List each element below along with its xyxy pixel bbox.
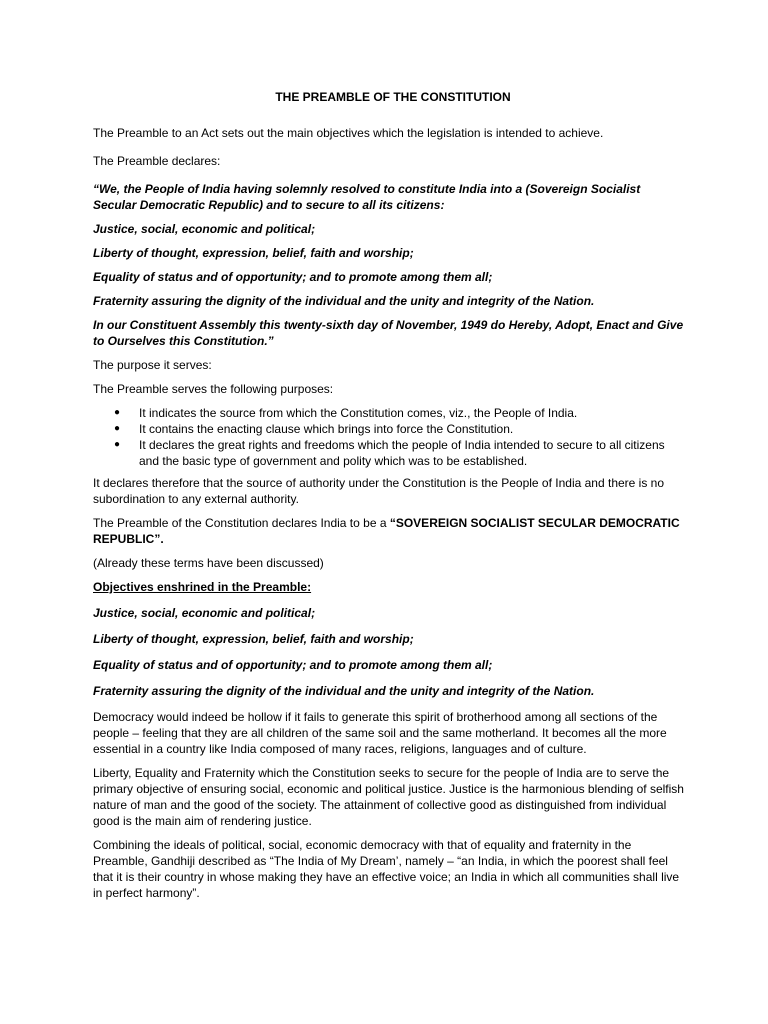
- purposes-list: [93, 405, 685, 469]
- quote-opening: “We, the People of India having solemnly resolved to constitute India into a (Sovereign Socialist Secular Democratic Republic) and to secure to all its citizens:: [93, 182, 641, 212]
- list-item: ● It declares the great rights and freedoms which the people of India intended to secure to all citizens and the basic type of government and polity which was to be established.: [139, 437, 685, 469]
- quote-justice: Justice, social, economic and political;: [93, 222, 316, 236]
- already-discussed-note: (Already these terms have been discussed): [93, 556, 324, 570]
- quote-closing: In our Constituent Assembly this twenty-sixth day of November, 1949 do Hereby, Adopt, Enact and Give to Ourselves this Constitution.”: [93, 318, 684, 348]
- declares-india-prefix: The Preamble of the Constitution declares India to be a: [93, 516, 390, 530]
- objective-fraternity: Fraternity assuring the dignity of the individual and the unity and integrity of the Nation.: [93, 684, 595, 698]
- objectives-heading: Objectives enshrined in the Preamble:: [93, 580, 312, 594]
- quote-equality: Equality of status and of opportunity; and to promote among them all;: [93, 270, 493, 284]
- objective-equality: Equality of status and of opportunity; and to promote among them all;: [93, 658, 493, 672]
- document-body: [93, 89, 685, 909]
- objective-liberty: Liberty of thought, expression, belief, faith and worship;: [93, 632, 414, 646]
- list-item: ● It indicates the source from which the Constitution comes, viz., the People of India.: [139, 405, 685, 421]
- declares-india-bold: “SOVEREIGN SOCIALIST SECULAR DEMOCRATIC REPUBLIC”.: [93, 516, 680, 546]
- liberty-paragraph: Liberty, Equality and Fraternity which the Constitution seeks to secure for the people of India are to serve the primary objective of ensuring social, economic and political justice. Justice is the harmonious blending of selfish nature of man and the good of the society. The attainment of collective good as distinguished from individual good is the main aim of rendering justice.: [93, 766, 684, 828]
- authority-paragraph: It declares therefore that the source of authority under the Constitution is the People of India and there is no subordination to any external authority.: [93, 476, 665, 506]
- quote-liberty: Liberty of thought, expression, belief, faith and worship;: [93, 246, 414, 260]
- objective-justice: Justice, social, economic and political;: [93, 606, 316, 620]
- quote-fraternity: Fraternity assuring the dignity of the individual and the unity and integrity of the Nation.: [93, 294, 595, 308]
- gandhi-paragraph: Combining the ideals of political, social, economic democracy with that of equality and fraternity in the Preamble, Gandhiji described as “The India of My Dream’, namely – “an India, in which the poorest shall feel that it is their country in whose making they have an effective voice; an India in which all communities shall live in perfect harmony”.: [93, 838, 680, 900]
- list-item: ● It contains the enacting clause which brings into force the Constitution.: [139, 421, 685, 437]
- declares-india-paragraph: [93, 515, 685, 547]
- intro-paragraph: The Preamble to an Act sets out the main objectives which the legislation is intended to achieve.: [93, 126, 604, 140]
- purpose-label: The purpose it serves:: [93, 358, 212, 372]
- declares-label: The Preamble declares:: [93, 154, 221, 168]
- democracy-paragraph: Democracy would indeed be hollow if it fails to generate this spirit of brotherhood among all sections of the people – feeling that they are all children of the same soil and the same motherland. It becomes all the more essential in a country like India composed of many races, religions, languages and of culture.: [93, 710, 667, 756]
- purposes-intro: The Preamble serves the following purposes:: [93, 382, 334, 396]
- page-title: THE PREAMBLE OF THE CONSTITUTION: [275, 90, 511, 104]
